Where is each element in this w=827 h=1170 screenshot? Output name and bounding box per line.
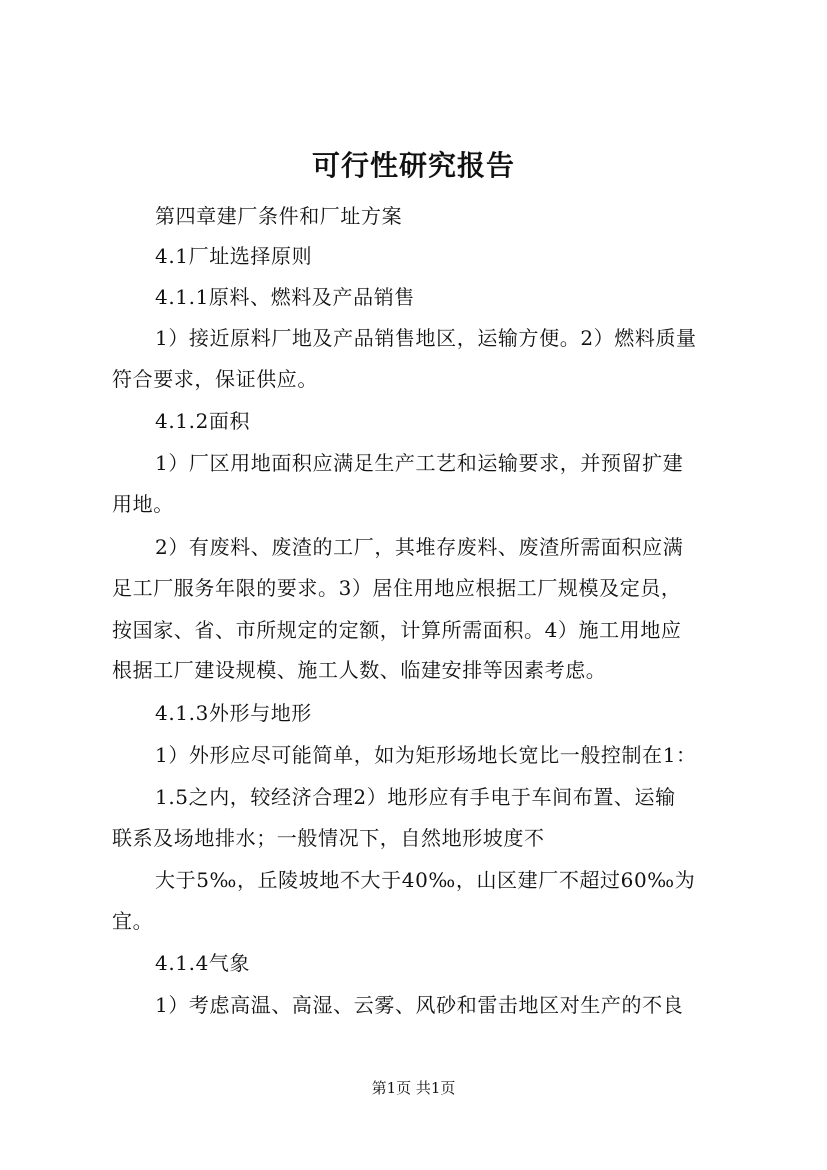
paragraph-line: 足工厂服务年限的要求。3）居住用地应根据工厂规模及定员， [112, 576, 682, 600]
paragraph-line: 联系及场地排水；一般情况下，自然地形坡度不 [112, 826, 545, 850]
paragraph-line: 2）有废料、废渣的工厂，其堆存废料、废渣所需面积应满 [155, 535, 684, 559]
paragraph-line: 符合要求，保证供应。 [112, 367, 318, 391]
paragraph-line: 1）外形应尽可能简单，如为矩形场地长宽比一般控制在1： [155, 743, 697, 767]
chapter-heading: 第四章建厂条件和厂址方案 [155, 204, 403, 228]
section-heading-4-1-1: 4.1.1原料、燃料及产品销售 [155, 285, 415, 309]
document-title: 可行性研究报告 [311, 149, 515, 182]
paragraph-line: 用地。 [112, 492, 174, 516]
paragraph-line: 1）接近原料厂地及产品销售地区，运输方便。2）燃料质量 [155, 326, 697, 350]
paragraph-line: 1）厂区用地面积应满足生产工艺和运输要求，并预留扩建 [155, 451, 684, 475]
paragraph-line: 宜。 [112, 909, 154, 933]
paragraph-line: 大于5‰，丘陵坡地不大于40‰，山区建厂不超过60‰为 [155, 868, 696, 892]
paragraph-line: 1）考虑高温、高湿、云雾、风砂和雷击地区对生产的不良 [155, 993, 684, 1017]
paragraph-line: 根据工厂建设规模、施工人数、临建安排等因素考虑。 [112, 658, 607, 682]
section-heading-4-1: 4.1厂址选择原则 [155, 244, 313, 268]
paragraph-line: 按国家、省、市所规定的定额，计算所需面积。4）施工用地应 [112, 618, 682, 642]
section-heading-4-1-4: 4.1.4气象 [155, 951, 251, 975]
page-number-footer: 第1页 共1页 [371, 1079, 456, 1097]
paragraph-line: 1.5之内，较经济合理2）地形应有手电于车间布置、运输 [155, 785, 676, 809]
section-heading-4-1-2: 4.1.2面积 [155, 409, 251, 433]
section-heading-4-1-3: 4.1.3外形与地形 [155, 701, 312, 725]
